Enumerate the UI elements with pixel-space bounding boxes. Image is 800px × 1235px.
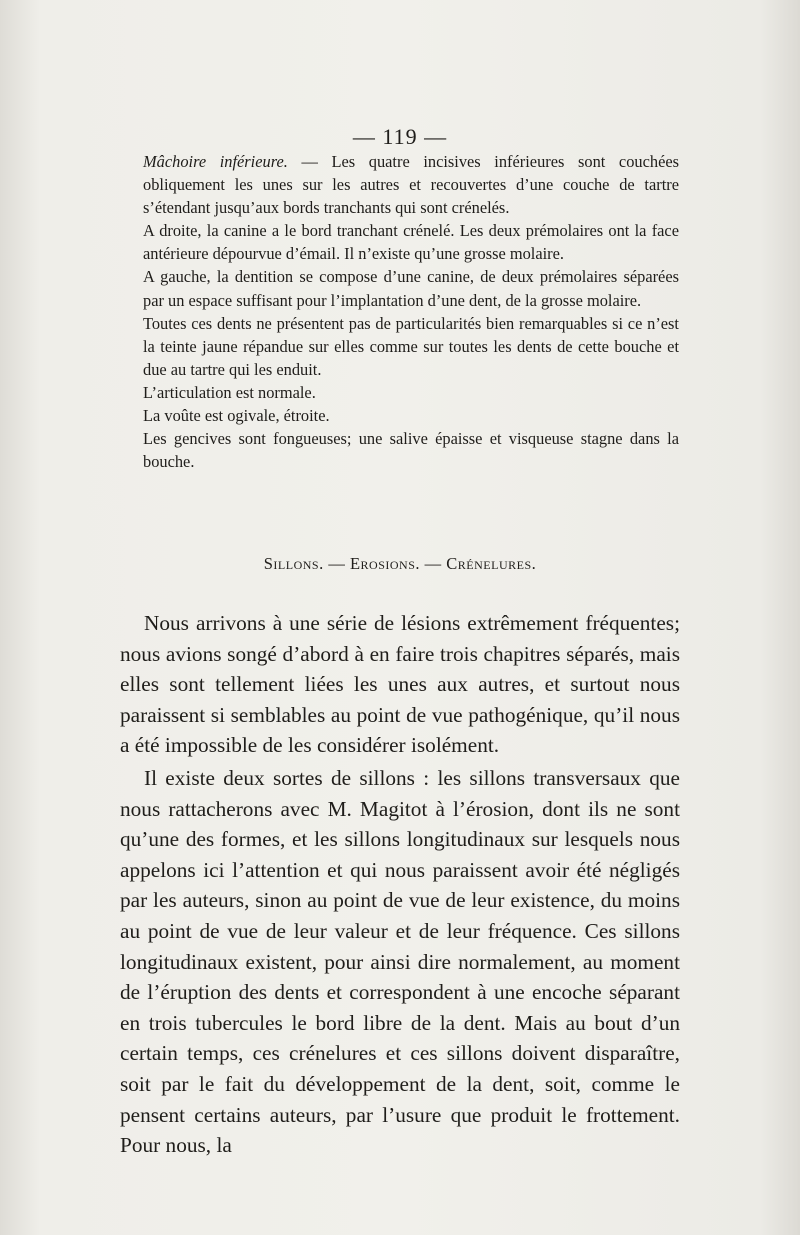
paragraph [143,219,679,265]
heading-end: . [531,554,537,573]
heading-separator: . — [319,554,350,573]
paragraph [143,427,679,473]
paragraph-lead: Mâchoire inférieure. [143,152,288,171]
paragraph [143,312,679,381]
section-body [120,608,680,1161]
paragraph: Il existe deux sortes de sillons : les sillons transversaux que nous rattacherons avec M. Magitot à l’érosion, dont ils ne sont qu’une des formes, et les sillons longitudinaux sur lesquels nous appelons ici l’attention et qui nous paraissent avoir été négligés par les auteurs, sinon au point de vue de leur existence, du moins au point de vue de leur valeur et de leur fréquence. Ces sillons longitudinaux existent, pour ainsi dire normalement, au moment de l’éruption des dents et correspondent à une encoche séparant en trois tubercules le bord libre de la dent. Mais au bout d’un certain temps, ces crénelures et ces sillons doivent disparaître, soit par le fait du développement de la dent, soit, comme le pensent certains auteurs, par l’usure que produit le frottement. Pour nous, la [120,765,680,1158]
case-description [143,150,679,473]
paragraph-text: Toutes ces dents ne présentent pas de particularités bien remarquables si ce n’est la teinte jaune répandue sur elles comme sur toutes les dents de cette bouche et due au tartre qui les enduit. [143,313,679,379]
paragraph: Nous arrivons à une série de lésions extrêmement fréquentes; nous avions songé d’abord à en faire trois chapitres séparés, mais elles sont tellement liées les unes aux autres, et surtout nous paraissent si semblables au point de vue pathogénique, qu’il nous a été impossible de les considérer isolément. [120,611,680,758]
paragraph [143,265,679,311]
heading-separator: . — [415,554,447,573]
paragraph-text: L’articulation est normale. [143,382,316,402]
section-heading [0,554,800,574]
page-number: — 119 — [352,124,448,149]
paragraph-text: A droite, la canine a le bord tranchant crénelé. Les deux prémolaires ont la face antérieure dépourvue d’émail. Il n’existe qu’une grosse molaire. [143,221,679,264]
paragraph [143,404,679,427]
heading-part: Erosions [349,554,416,573]
paragraph-text: A gauche, la dentition se compose d’une canine, de deux prémolaires séparées par un espace suffisant pour l’implantation d’une dent, de la grosse molaire. [143,267,679,310]
paragraph-text: Les gencives sont fongueuses; une salive épaisse et visqueuse stagne dans la bouche. [143,429,679,472]
paragraph-text: La voûte est ogivale, étroite. [143,406,330,426]
paragraph [143,150,679,219]
paragraph [143,381,679,404]
paragraph-text: — Les quatre incisives inférieures sont couchées obliquement les unes sur les autres et recouvertes d’une couche de tartre s’étendant jusqu’aux bords tranchants qui sont crénelés. [143,152,679,218]
heading-part: Sillons [263,554,320,573]
heading-part: Crénelures [446,554,532,573]
